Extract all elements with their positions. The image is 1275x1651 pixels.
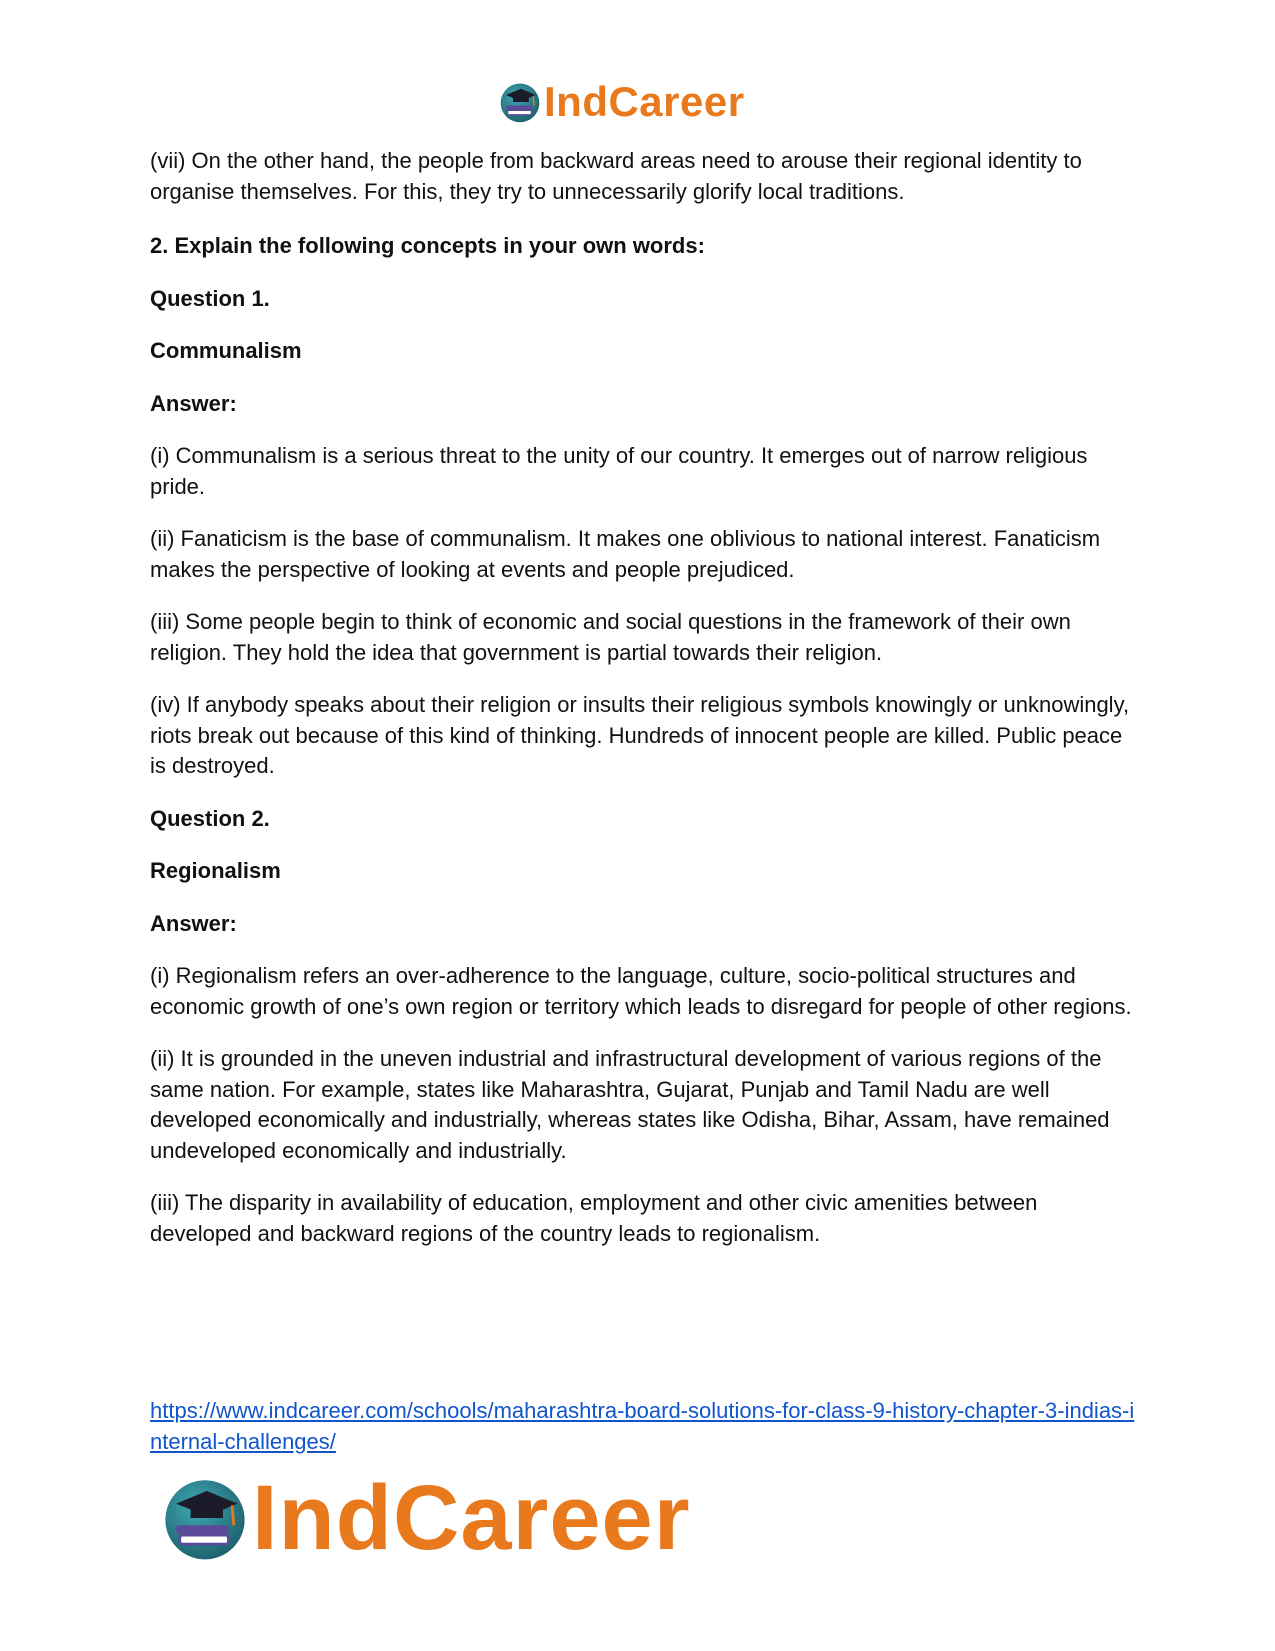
concept-title: Regionalism (150, 858, 281, 883)
graduation-cap-book-globe-icon (498, 80, 542, 124)
answer-point: (i) Regionalism refers an over-adherence to the language, culture, socio-political structures and economic growth of one’s own region or territory which leads to disregard for people of other regions. (150, 963, 1132, 1019)
intro-paragraph: (vii) On the other hand, the people from backward areas need to arouse their regional identity to organise themselves. For this, they try to unnecessarily glorify local traditions. (150, 148, 1082, 204)
answer-point: (ii) Fanaticism is the base of communalism. It makes one oblivious to national interest. Fanaticism makes the perspective of looking at events and people prejudiced. (150, 526, 1101, 582)
answer-point: (iv) If anybody speaks about their religion or insults their religious symbols knowingly or unknowingly, riots break out because of this kind of thinking. Hundreds of innocent people are killed. Public peace is destroyed. (150, 692, 1130, 778)
answer-label: Answer: (150, 910, 237, 936)
header-logo (498, 78, 745, 126)
answer-point: (ii) It is grounded in the uneven industrial and infrastructural development of various regions of the same nation. For example, states like Maharashtra, Gujarat, Punjab and Tamil Nadu are well developed economically and industrially, whereas states like Odisha, Bihar, Assam, have remained undeveloped economically and industrially. (150, 1046, 1110, 1163)
answer-point: (iii) Some people begin to think of economic and social questions in the framework of their own religion. They hold the idea that government is partial towards their religion. (150, 609, 1071, 665)
concept-title: Communalism (150, 338, 302, 363)
question-label: Question 1. (150, 285, 270, 311)
section-heading: 2. Explain the following concepts in your own words: (150, 233, 705, 258)
graduation-cap-book-globe-icon (160, 1473, 250, 1563)
answer-point: (iii) The disparity in availability of education, employment and other civic amenities between developed and backward regions of the country leads to regionalism. (150, 1190, 1038, 1246)
document-body (150, 146, 1135, 1249)
answer-label: Answer: (150, 390, 237, 416)
source-link[interactable]: https://www.indcareer.com/schools/maharashtra-board-solutions-for-class-9-history-chapter-3-indias-internal-challenges/ (150, 1398, 1135, 1454)
answer-point: (i) Communalism is a serious threat to the unity of our country. It emerges out of narrow religious pride. (150, 443, 1088, 499)
brand-wordmark: IndCareer (252, 1467, 691, 1569)
footer-logo (160, 1468, 691, 1568)
question-label: Question 2. (150, 805, 270, 831)
brand-wordmark: IndCareer (544, 78, 745, 125)
